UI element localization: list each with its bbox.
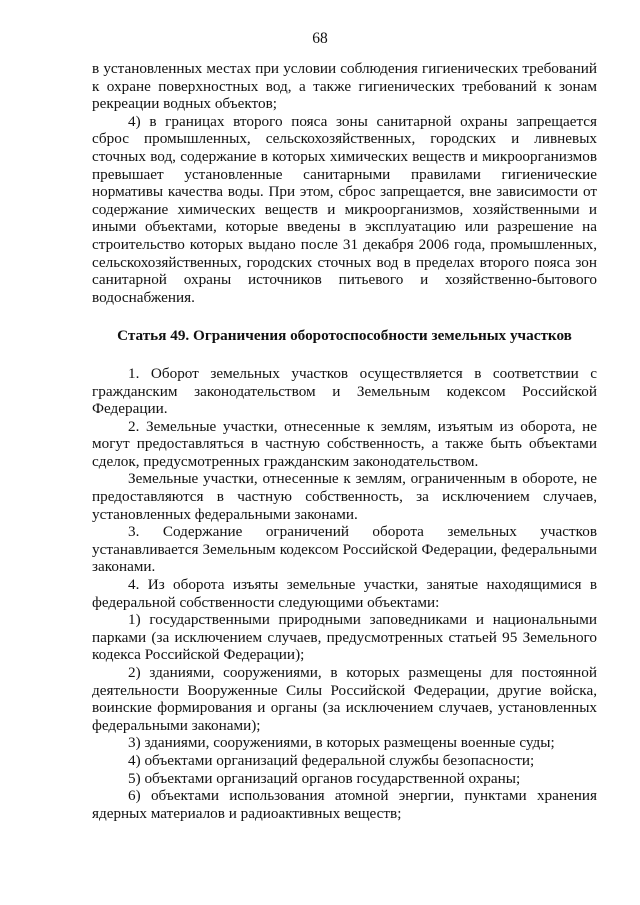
paragraph-3: 3. Содержание ограничений оборота земельных участков устанавливается Земельным кодексом Российской Федерации, федеральными законами. <box>92 523 597 576</box>
list-item-6: 6) объектами использования атомной энергии, пунктами хранения ядерных материалов и радиоактивных веществ; <box>92 787 597 822</box>
paragraph-2: 2. Земельные участки, отнесенные к землям, изъятым из оборота, не могут предоставляться в частную собственность, а также быть объектами сделок, предусмотренных гражданским законодательством. <box>92 417 597 470</box>
paragraph-4: 4. Из оборота изъяты земельные участки, занятые находящимися в федеральной собственности следующими объектами: <box>92 576 597 611</box>
list-item-2: 2) зданиями, сооружениями, в которых размещены для постоянной деятельности Вооруженные Силы Российской Федерации, другие войска, воинские формирования и органы (за исключением случаев, установленных федеральными законами); <box>92 664 597 734</box>
paragraph-item-4-second-belt: 4) в границах второго пояса зоны санитарной охраны запрещается сброс промышленных, сельскохозяйственных, городских и ливневых сточных вод, содержание в которых химических веществ и микроорганизмов превышает установленные санитарными правилами гигиенические нормативы качества воды. При этом, сброс запрещается, вне зависимости от содержание химических веществ и микроорганизмов, хозяйственными и иными объектами, которые введены в эксплуатацию или разрешение на строительство которых выдано после 31 декабря 2006 года, промышленных, сельскохозяйственных, городских сточных вод в пределах второго пояса зон санитарной охраны источников питьевого и хозяйственно-бытового водоснабжения. <box>92 112 597 306</box>
page-number: 68 <box>312 30 328 47</box>
paragraph-1: 1. Оборот земельных участков осуществляется в соответствии с гражданским законодательством и Земельным кодексом Российской Федерации. <box>92 364 597 418</box>
list-item-5: 5) объектами организаций органов государственной охраны; <box>128 769 521 787</box>
list-item-3: 3) зданиями, сооружениями, в которых размещены военные суды; <box>128 734 555 752</box>
list-item-1: 1) государственными природными заповедниками и национальными парками (за исключением случаев, предусмотренных статьей 95 Земельного кодекса Российской Федерации); <box>92 611 597 664</box>
document-body <box>92 60 597 822</box>
list-item-4: 4) объектами организаций федеральной службы безопасности; <box>128 751 535 769</box>
paragraph-continuation: в установленных местах при условии соблюдения гигиенических требований к охране поверхностных вод, а также гигиенических требований к зонам рекреации водных объектов; <box>92 60 597 113</box>
paragraph-2-continued: Земельные участки, отнесенные к землям, ограниченным в обороте, не предоставляются в частную собственность, за исключением случаев, установленных федеральными законами. <box>92 470 597 523</box>
article-heading: Статья 49. Ограничения оборотоспособности земельных участков <box>117 327 572 345</box>
